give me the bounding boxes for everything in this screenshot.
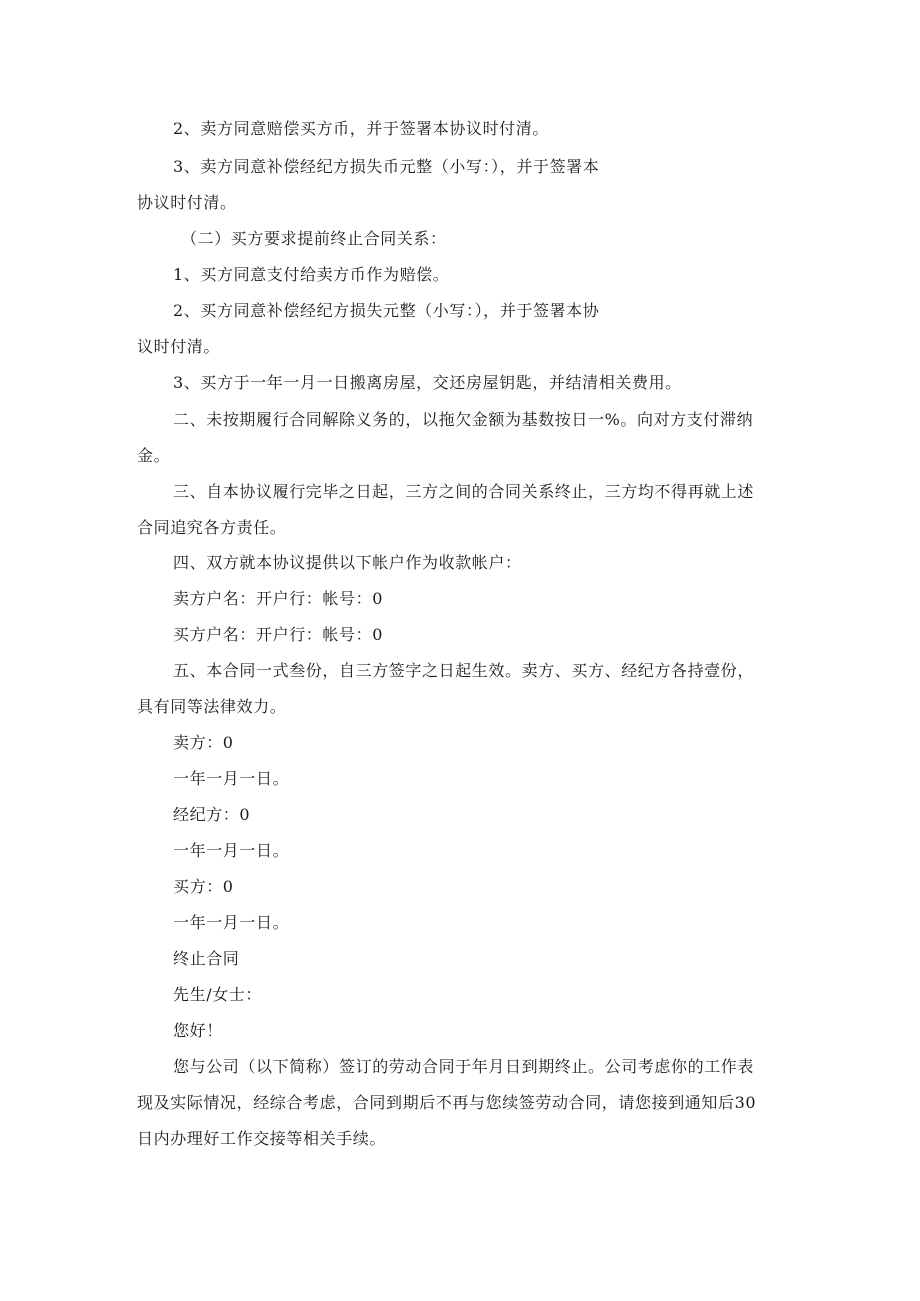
text-line: 3、卖方同意补偿经纪方损失币元整（小写：），并于签署本 [173,157,600,176]
signature-line: 买方：0 [173,877,234,896]
text-line: 合同追究各方责任。 [137,518,287,537]
text-line: 协议时付清。 [137,193,237,212]
signature-line: 卖方：0 [173,733,234,752]
text-line: 议时付清。 [137,337,221,356]
text-line: 1、买方同意支付给卖方币作为赔偿。 [173,265,450,284]
text-line: 三、自本协议履行完毕之日起，三方之间的合同关系终止，三方均不得再就上述 [173,482,755,501]
text-line: 您与公司（以下简称）签订的劳动合同于年月日到期终止。公司考虑你的工作表 [173,1057,755,1076]
text-line: 3、买方于一年一月一日搬离房屋，交还房屋钥匙，并结清相关费用。 [173,373,682,392]
greeting: 您好！ [173,1021,223,1040]
text-line: 买方户名：开户行：帐号：0 [173,625,383,644]
salutation: 先生/女士： [173,985,262,1004]
text-line: 二、未按期履行合同解除义务的，以拖欠金额为基数按日一%。向对方支付滞纳 [173,410,754,429]
text-line: 具有同等法律效力。 [137,697,287,716]
date-line: 一年一月一日。 [173,913,290,932]
text-line: 2、卖方同意赔偿买方币，并于签署本协议时付清。 [173,119,549,138]
section-heading: （二）买方要求提前终止合同关系： [181,229,447,248]
text-line: 2、买方同意补偿经纪方损失元整（小写：），并于签署本协 [173,301,600,320]
text-line: 金。 [137,446,171,465]
date-line: 一年一月一日。 [173,769,290,788]
text-line: 五、本合同一式叁份，自三方签字之日起生效。卖方、买方、经纪方各持壹份， [173,661,755,680]
text-line: 四、双方就本协议提供以下帐户作为收款帐户： [173,553,522,572]
text-line: 现及实际情况，经综合考虑，合同到期后不再与您续签劳动合同，请您接到通知后30 [137,1093,757,1112]
text-line: 日内办理好工作交接等相关手续。 [137,1129,387,1148]
section-title: 终止合同 [173,949,240,968]
date-line: 一年一月一日。 [173,841,290,860]
signature-line: 经纪方：0 [173,805,251,824]
text-line: 卖方户名：开户行：帐号：0 [173,589,383,608]
